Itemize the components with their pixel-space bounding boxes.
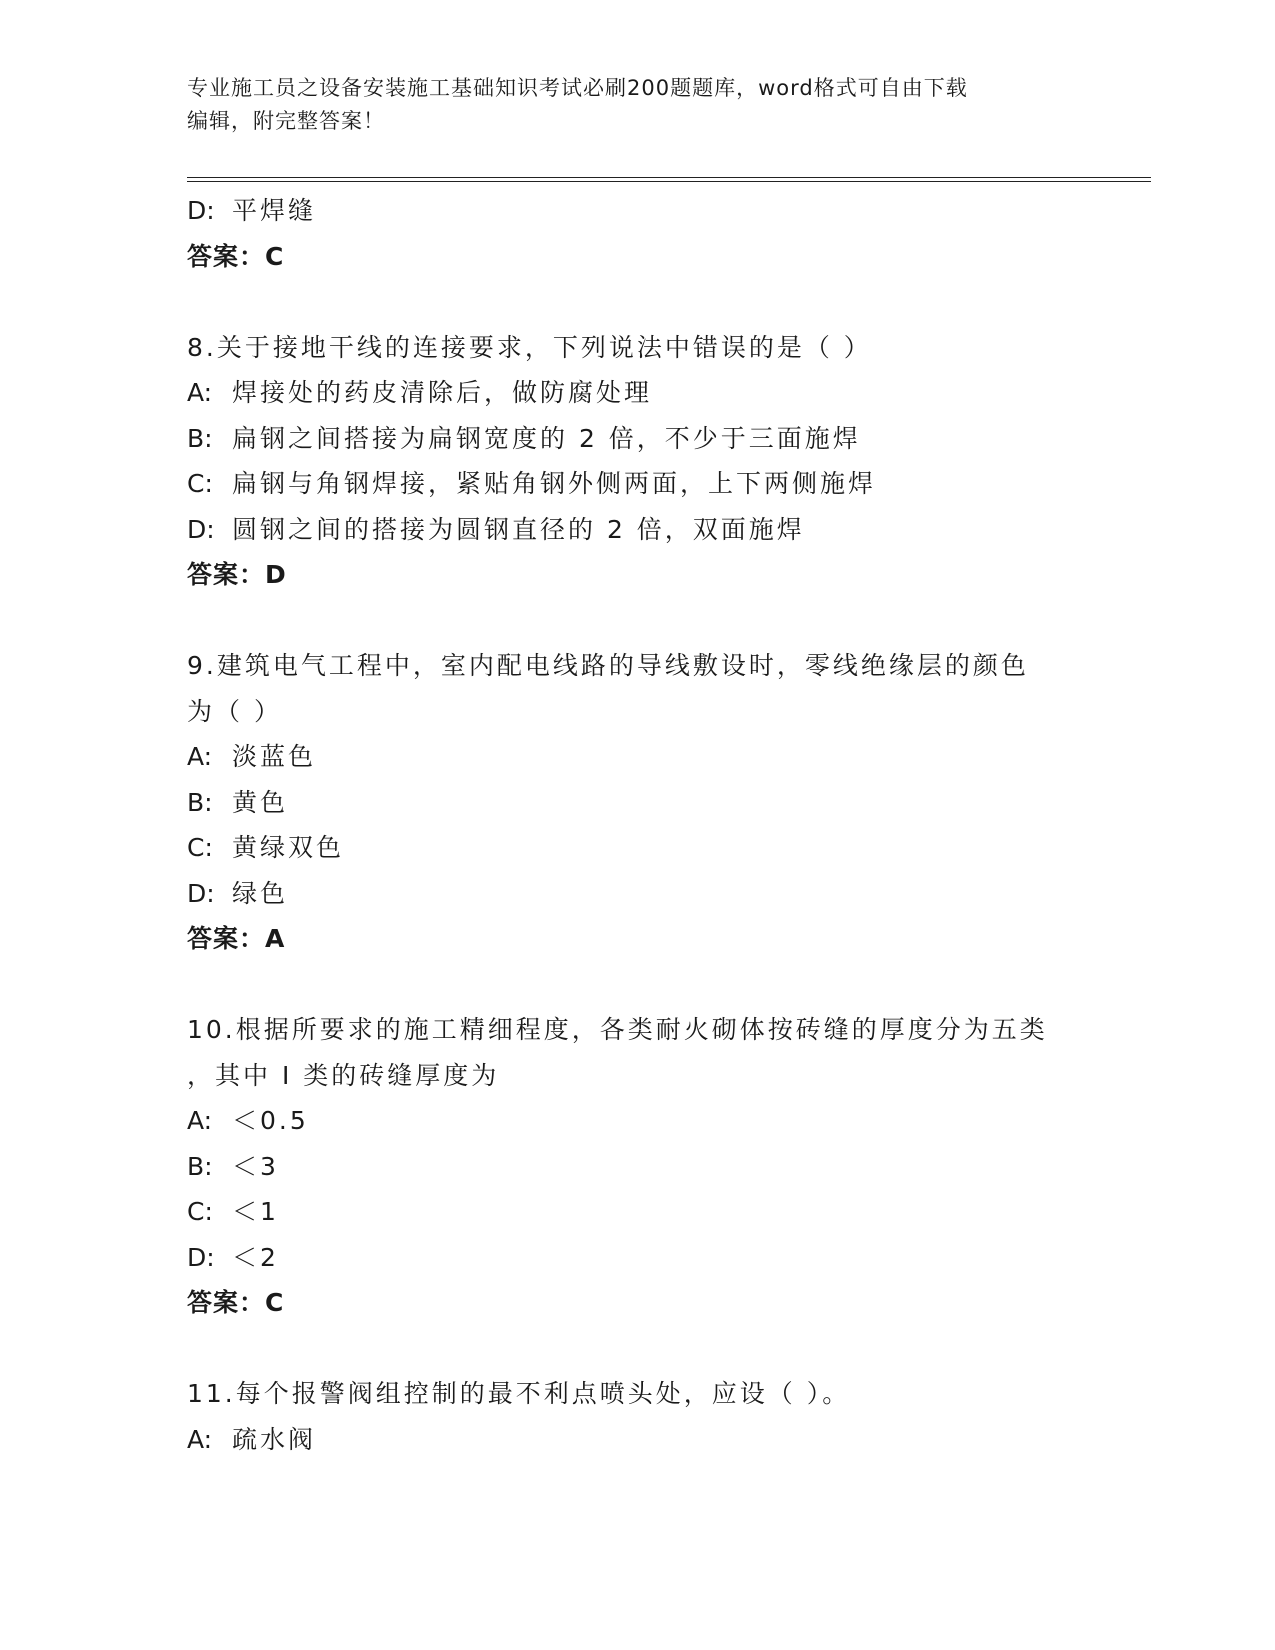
spacer [187, 962, 1087, 1008]
question-stem: 9.建筑电气工程中，室内配电线路的导线敷设时，零线绝缘层的颜色 [187, 651, 1029, 680]
answer-line: 答案：C [187, 1288, 285, 1317]
question-stem: 8.关于接地干线的连接要求，下列说法中错误的是（ ） [187, 332, 872, 362]
option-b [187, 780, 1087, 826]
option-text: 淡蓝色 [232, 742, 317, 771]
option-a [187, 1417, 1087, 1463]
question-stem: 11.每个报警阀组控制的最不利点喷头处，应设（ ）。 [187, 1379, 851, 1408]
option-d [187, 1235, 1087, 1281]
answer-line: 答案：D [187, 560, 287, 589]
option-c [187, 461, 1087, 507]
option-label: C: [187, 833, 213, 862]
option-label: C: [187, 469, 213, 498]
header-title-line-1: 专业施工员之设备安装施工基础知识考试必刷200题题库，word格式可自由下载 [187, 76, 968, 100]
option-label: A: [187, 1106, 213, 1135]
option-d [187, 507, 1087, 553]
option-label: A: [187, 378, 213, 407]
header-title-line-2: 编辑，附完整答案！ [187, 109, 385, 133]
question-stem-continued: 为（ ） [187, 696, 282, 726]
option-label: D: [187, 196, 215, 225]
option-text: ＜2 [232, 1242, 279, 1272]
option-b [187, 416, 1087, 462]
answer-line: 答案：C [187, 241, 285, 271]
option-label: A: [187, 742, 213, 771]
option-text: 黄绿双色 [232, 833, 345, 862]
option-c [187, 825, 1087, 871]
option-text: ＜3 [232, 1151, 279, 1181]
option-b [187, 1144, 1087, 1190]
option-text: 扁钢之间搭接为扁钢宽度的 2 倍，不少于三面施焊 [232, 423, 861, 453]
spacer [187, 1326, 1087, 1372]
option-text: 圆钢之间的搭接为圆钢直径的 2 倍，双面施焊 [232, 514, 805, 544]
option-text: 焊接处的药皮清除后，做防腐处理 [232, 378, 653, 407]
document-body [187, 188, 1087, 1462]
question-stem-continued: ，其中 I 类的砖缝厚度为 [187, 1060, 500, 1090]
option-text: 绿色 [232, 878, 289, 908]
option-text: ＜0.5 [232, 1106, 309, 1135]
option-label: D: [187, 1242, 215, 1272]
option-label: D: [187, 514, 215, 544]
option-label: B: [187, 1151, 213, 1181]
option-label: A: [187, 1424, 213, 1454]
option-c [187, 1189, 1087, 1235]
document-header [187, 72, 1087, 138]
option-text: 平焊缝 [232, 196, 317, 225]
spacer [187, 598, 1087, 644]
option-text: 疏水阀 [232, 1424, 317, 1454]
option-label: B: [187, 787, 213, 817]
question-stem: 10.根据所要求的施工精细程度，各类耐火砌体按砖缝的厚度分为五类 [187, 1015, 1048, 1044]
option-text: 黄色 [232, 787, 289, 817]
header-divider [187, 177, 1151, 182]
option-label: C: [187, 1197, 213, 1226]
option-a [187, 370, 1087, 416]
option-a [187, 1098, 1087, 1144]
option-label: D: [187, 878, 215, 908]
option-label: B: [187, 423, 213, 453]
option-d [187, 188, 1087, 234]
option-text: ＜1 [232, 1197, 279, 1226]
spacer [187, 279, 1087, 325]
answer-line: 答案：A [187, 924, 286, 953]
option-d [187, 871, 1087, 917]
option-text: 扁钢与角钢焊接，紧贴角钢外侧两面，上下两侧施焊 [232, 469, 877, 498]
option-a [187, 734, 1087, 780]
